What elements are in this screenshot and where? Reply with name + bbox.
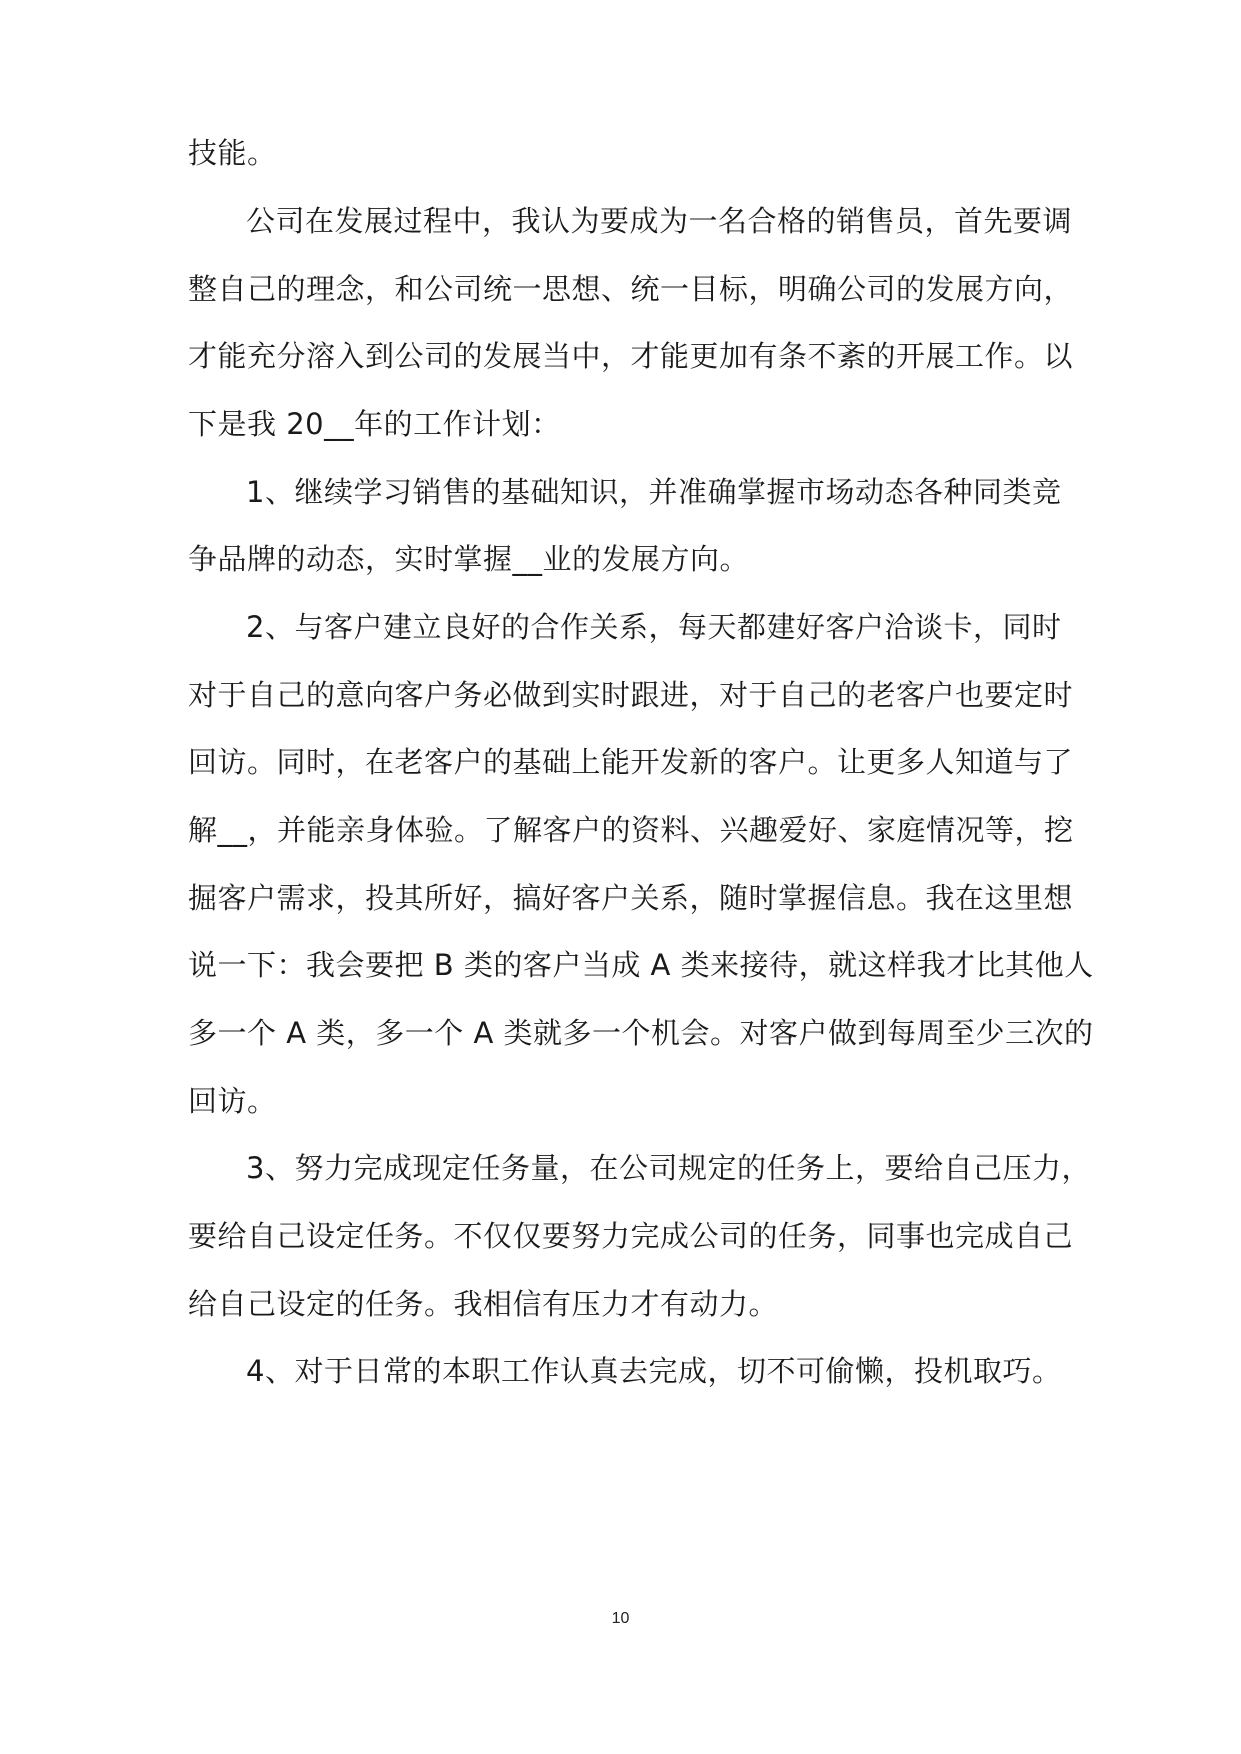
text-line: 回访。同时，在老客户的基础上能开发新的客户。让更多人知道与了 [188, 745, 1074, 779]
text-line: 整自己的理念，和公司统一思想、统一目标，明确公司的发展方向， [188, 272, 1074, 306]
text-line: 对于自己的意向客户务必做到实时跟进，对于自己的老客户也要定时 [188, 678, 1074, 712]
text-line: 下是我 20__年的工作计划： [188, 407, 561, 441]
text-line: 才能充分溶入到公司的发展当中，才能更加有条不紊的开展工作。以 [188, 339, 1074, 373]
text-line: 回访。 [188, 1084, 277, 1118]
list-item-4-line: 4、对于日常的本职工作认真去完成，切不可偷懒，投机取巧。 [246, 1354, 1062, 1388]
text-line: 给自己设定的任务。我相信有压力才有动力。 [188, 1287, 779, 1321]
text-line: 技能。 [188, 136, 277, 170]
text-line: 掘客户需求，投其所好，搞好客户关系，随时掌握信息。我在这里想 [188, 881, 1074, 915]
page-number: 10 [611, 1610, 630, 1627]
text-line: 多一个 A 类，多一个 A 类就多一个机会。对客户做到每周至少三次的 [188, 1016, 1094, 1050]
text-line: 说一下：我会要把 B 类的客户当成 A 类来接待，就这样我才比其他人 [188, 948, 1094, 982]
list-item-2-line: 2、与客户建立良好的合作关系，每天都建好客户洽谈卡，同时 [246, 610, 1062, 644]
list-item-1-line: 1、继续学习销售的基础知识，并准确掌握市场动态各种同类竞 [246, 475, 1062, 509]
text-line: 争品牌的动态，实时掌握__业的发展方向。 [188, 542, 750, 576]
text-line: 解__，并能亲身体验。了解客户的资料、兴趣爱好、家庭情况等，挖 [188, 813, 1074, 847]
text-line: 要给自己设定任务。不仅仅要努力完成公司的任务，同事也完成自己 [188, 1219, 1074, 1253]
paragraph-start-line: 公司在发展过程中，我认为要成为一名合格的销售员，首先要调 [246, 204, 1073, 238]
list-item-3-line: 3、努力完成现定任务量，在公司规定的任务上，要给自己压力， [246, 1151, 1091, 1185]
